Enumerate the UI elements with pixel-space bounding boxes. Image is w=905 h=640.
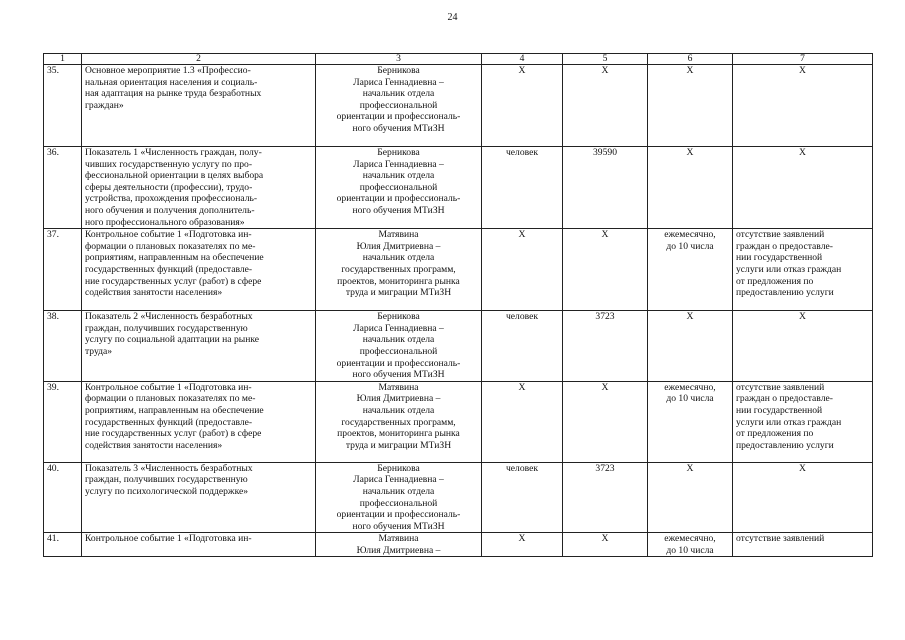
unit: Х: [482, 65, 563, 147]
table-row: [44, 533, 873, 557]
column-number: 6: [648, 54, 733, 65]
table-row: [44, 462, 873, 533]
value: Х: [563, 229, 648, 311]
column-number: 2: [82, 54, 316, 65]
value: Х: [563, 65, 648, 147]
responsible-person: Берникова Лариса Геннадиевна – начальник отдела профессиональной ориентации и профессиональ- ного обучения МТиЗН: [316, 462, 482, 533]
table-row: [44, 65, 873, 147]
responsible-person: Матявина Юлия Дмитриевна – начальник отдела государственных программ, проектов, мониторинга рынка труда и миграции МТиЗН: [316, 381, 482, 462]
value: 3723: [563, 462, 648, 533]
plan-table: [43, 53, 873, 557]
column-number: 4: [482, 54, 563, 65]
responsible-person: Берникова Лариса Геннадиевна – начальник отдела профессиональной ориентации и профессиональ- ного обучения МТиЗН: [316, 147, 482, 229]
item-name: Показатель 2 «Численность безработных граждан, получивших государственную услугу по социальной адаптации на рынке труда»: [82, 311, 316, 382]
page-number: 24: [447, 12, 458, 23]
unit: Х: [482, 533, 563, 557]
unit: человек: [482, 462, 563, 533]
column-number: 5: [563, 54, 648, 65]
note: Х: [733, 311, 873, 382]
period: ежемесячно, до 10 числа: [648, 229, 733, 311]
responsible-person: Берникова Лариса Геннадиевна – начальник отдела профессиональной ориентации и профессиональ- ного обучения МТиЗН: [316, 311, 482, 382]
period: Х: [648, 147, 733, 229]
column-number: 1: [44, 54, 82, 65]
responsible-person: Берникова Лариса Геннадиевна – начальник отдела профессиональной ориентации и профессиональ- ного обучения МТиЗН: [316, 65, 482, 147]
value: Х: [563, 533, 648, 557]
item-name: Контрольное событие 1 «Подготовка ин-: [82, 533, 316, 557]
note: отсутствие заявлений граждан о предоставле- нии государственной услуги или отказ граждан от предложения по предоставлению услуги: [733, 229, 873, 311]
period: ежемесячно, до 10 числа: [648, 533, 733, 557]
row-number: 36.: [44, 147, 82, 229]
item-name: Контрольное событие 1 «Подготовка ин- формации о плановых показателях по ме- роприятиям, направленным на обеспечение государственных функций (предоставле- ние государственных услуг (работ) в сфере содействия занятости населения»: [82, 229, 316, 311]
unit: человек: [482, 147, 563, 229]
unit: Х: [482, 229, 563, 311]
table-row: [44, 381, 873, 462]
note: отсутствие заявлений граждан о предоставле- нии государственной услуги или отказ граждан от предложения по предоставлению услуги: [733, 381, 873, 462]
item-name: Показатель 3 «Численность безработных граждан, получивших государственную услугу по психологической поддержке»: [82, 462, 316, 533]
unit: человек: [482, 311, 563, 382]
row-number: 39.: [44, 381, 82, 462]
note: Х: [733, 65, 873, 147]
column-number-row: [44, 54, 873, 65]
period: ежемесячно, до 10 числа: [648, 381, 733, 462]
column-number: 3: [316, 54, 482, 65]
table-row: [44, 147, 873, 229]
item-name: Показатель 1 «Численность граждан, полу- чивших государственную услугу по про- фессиональной ориентации в целях выбора сферы деятельности (профессии), трудо- устройства, прохождения профессиональ- ного обучения и получения дополнитель- ного профессионального образования»: [82, 147, 316, 229]
item-name: Основное мероприятие 1.3 «Профессио- нальная ориентация населения и социаль- ная адаптация на рынке труда безработных граждан»: [82, 65, 316, 147]
table-row: [44, 311, 873, 382]
note: Х: [733, 462, 873, 533]
row-number: 37.: [44, 229, 82, 311]
period: Х: [648, 65, 733, 147]
column-number: 7: [733, 54, 873, 65]
item-name: Контрольное событие 1 «Подготовка ин- формации о плановых показателях по ме- роприятиям, направленным на обеспечение государственных функций (предоставле- ние государственных услуг (работ) в сфере содействия занятости населения»: [82, 381, 316, 462]
unit: Х: [482, 381, 563, 462]
row-number: 40.: [44, 462, 82, 533]
responsible-person: Матявина Юлия Дмитриевна –: [316, 533, 482, 557]
value: 3723: [563, 311, 648, 382]
note: Х: [733, 147, 873, 229]
period: Х: [648, 311, 733, 382]
note: отсутствие заявлений: [733, 533, 873, 557]
row-number: 38.: [44, 311, 82, 382]
responsible-person: Матявина Юлия Дмитриевна – начальник отдела государственных программ, проектов, мониторинга рынка труда и миграции МТиЗН: [316, 229, 482, 311]
value: 39590: [563, 147, 648, 229]
table-row: [44, 229, 873, 311]
period: Х: [648, 462, 733, 533]
value: Х: [563, 381, 648, 462]
row-number: 35.: [44, 65, 82, 147]
row-number: 41.: [44, 533, 82, 557]
